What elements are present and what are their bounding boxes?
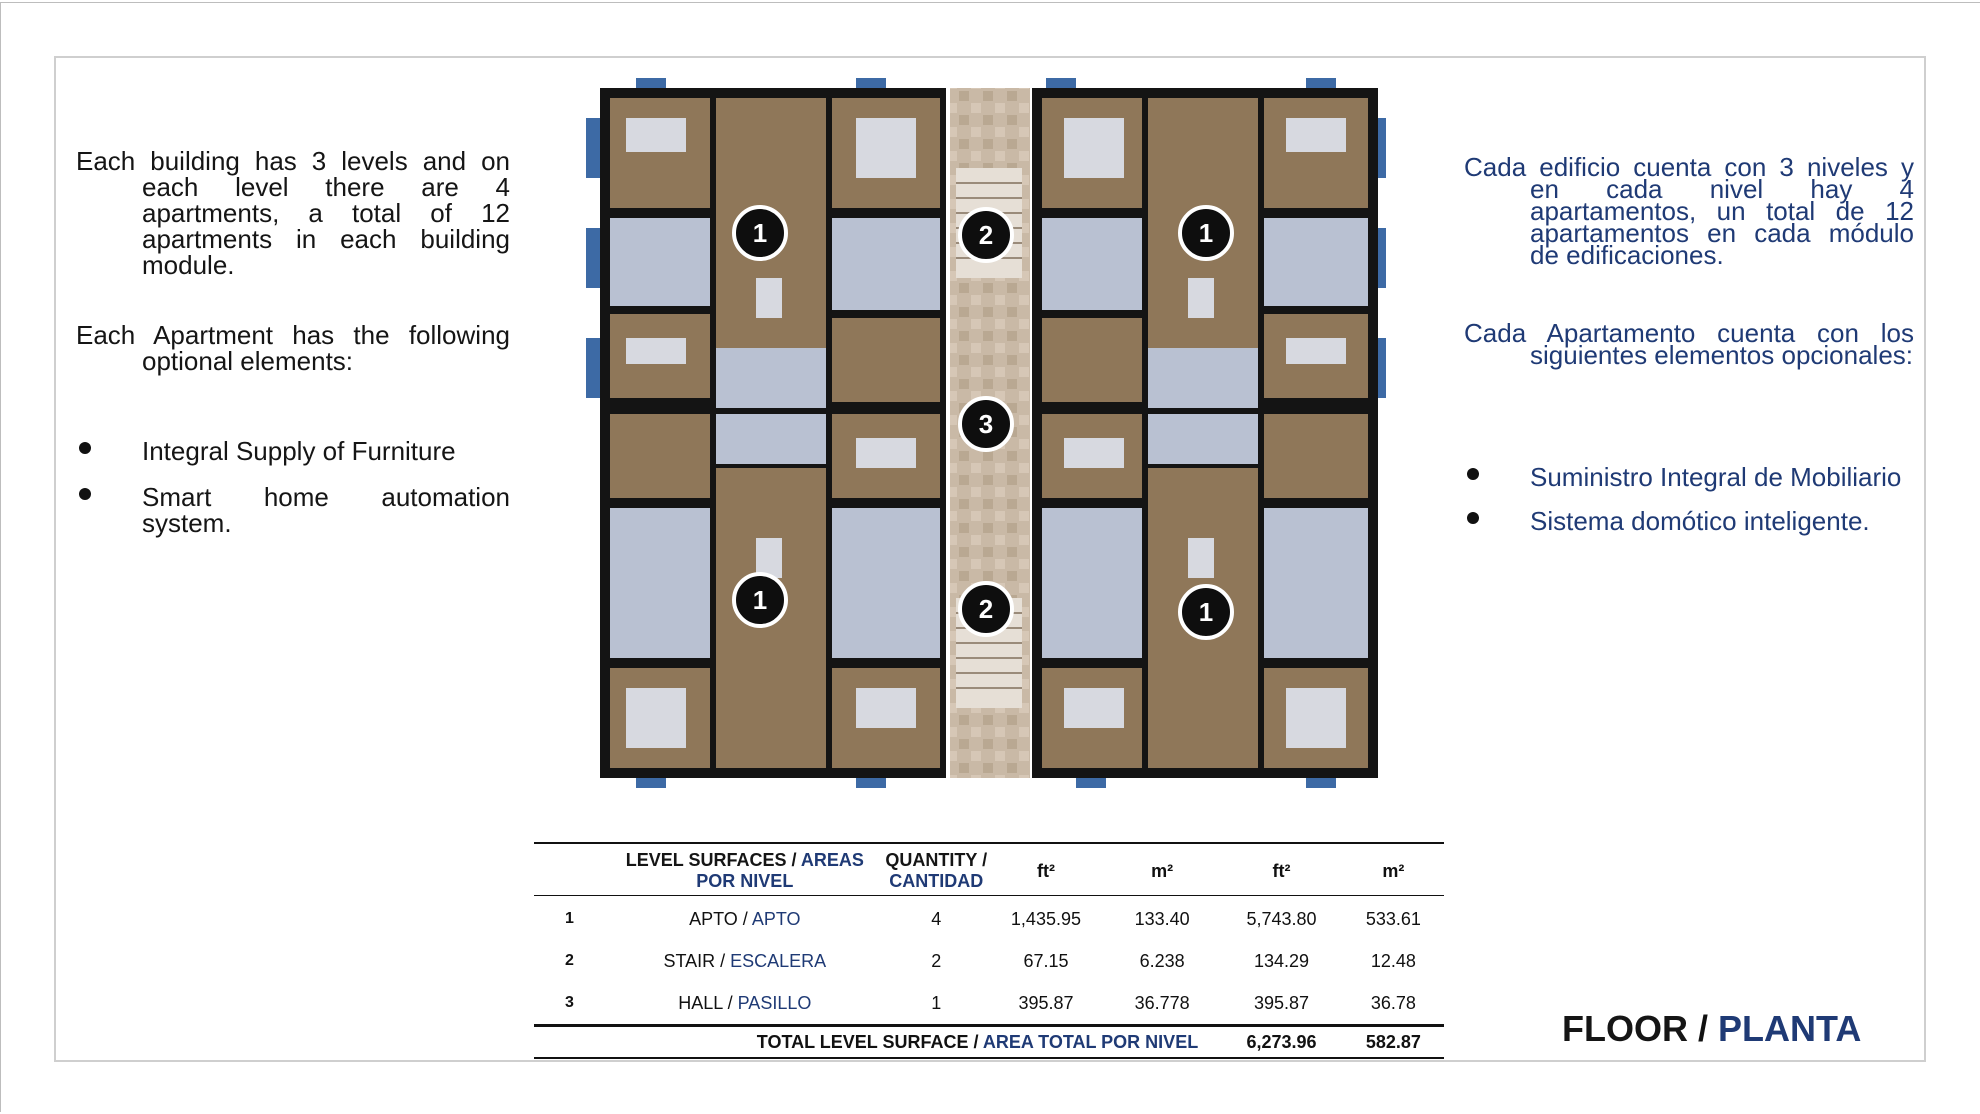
top-border bbox=[0, 2, 1980, 3]
header-level-surfaces: LEVEL SURFACES / AREAS POR NIVEL bbox=[625, 850, 864, 891]
svg-text:2: 2 bbox=[978, 594, 994, 624]
total-ft2: 6,273.96 bbox=[1246, 1031, 1317, 1052]
table-total-row bbox=[534, 1026, 1444, 1059]
table-header-row bbox=[534, 844, 1444, 898]
total-m2: 582.87 bbox=[1365, 1031, 1421, 1052]
header-unit-ft2: ft² bbox=[1036, 860, 1055, 881]
bullet-text: Integral Supply of Furniture bbox=[142, 436, 456, 466]
spanish-bullet-domotico bbox=[1464, 506, 1914, 536]
plan-marker-stair-top bbox=[960, 209, 1012, 261]
english-paragraph-options: Each Apartment has the following optional elements: bbox=[76, 320, 510, 376]
table-row: 2 STAIR / ESCALERA 2 67.15 6.238 134.29 12.48 bbox=[565, 950, 1416, 971]
floor-plan bbox=[586, 78, 1386, 788]
plan-marker-apartment-bottom-left bbox=[734, 574, 786, 626]
table-row: 1 APTO / APTO 4 1,435.95 133.40 5,743.80 533.61 bbox=[565, 908, 1421, 929]
bullet-icon bbox=[79, 488, 91, 500]
spanish-paragraph-options: Cada Apartamento cuenta con los siguientes elementos opcionales: bbox=[1464, 318, 1914, 370]
header-total-ft2: ft² bbox=[1272, 860, 1291, 881]
svg-text:1: 1 bbox=[1198, 218, 1214, 248]
plan-marker-apartment-top-left bbox=[734, 207, 786, 259]
header-quantity: QUANTITY / CANTIDAD bbox=[885, 850, 988, 891]
table-header-rule bbox=[534, 895, 1444, 896]
bullet-icon bbox=[1467, 468, 1479, 480]
english-paragraph-levels: Each building has 3 levels and on each level there are 4 apartments, a total of 12 apartments in each building module. bbox=[76, 146, 510, 280]
bullet-text: Smart home automation system. bbox=[142, 482, 510, 538]
spanish-bullet-mobiliario bbox=[1464, 462, 1914, 492]
bullet-text: Sistema domótico inteligente. bbox=[1530, 506, 1870, 536]
plan-marker-stair-bottom bbox=[960, 583, 1012, 635]
svg-text:1: 1 bbox=[752, 218, 768, 248]
total-label: TOTAL LEVEL SURFACE / AREA TOTAL POR NIVEL bbox=[756, 1031, 1199, 1052]
page-title: FLOOR / PLANTA bbox=[1562, 1008, 1862, 1049]
bullet-icon bbox=[1467, 512, 1479, 524]
english-description bbox=[76, 148, 510, 536]
spanish-description bbox=[1464, 152, 1914, 536]
level-surfaces-table bbox=[534, 844, 1444, 1059]
plan-marker-hall bbox=[960, 398, 1012, 450]
bullet-icon bbox=[79, 442, 91, 454]
plan-marker-apartment-bottom-right bbox=[1180, 586, 1232, 638]
svg-text:2: 2 bbox=[978, 220, 994, 250]
left-border bbox=[0, 2, 1, 1112]
bullet-text: Suministro Integral de Mobiliario bbox=[1530, 462, 1902, 492]
svg-text:3: 3 bbox=[978, 409, 994, 439]
header-unit-m2: m² bbox=[1151, 860, 1174, 881]
svg-text:1: 1 bbox=[752, 585, 768, 615]
english-bullet-automation bbox=[76, 484, 510, 536]
header-total-m2: m² bbox=[1382, 860, 1405, 881]
svg-text:1: 1 bbox=[1198, 597, 1214, 627]
table-row: 3 HALL / PASILLO 1 395.87 36.778 395.87 36.78 bbox=[565, 992, 1416, 1013]
plan-marker-apartment-top-right bbox=[1180, 207, 1232, 259]
english-bullet-furniture bbox=[76, 438, 510, 464]
spanish-paragraph-levels: Cada edificio cuenta con 3 niveles y en cada nivel hay 4 apartamentos, un total de 12 apartamentos en cada módulo de edificaciones. bbox=[1464, 152, 1914, 270]
